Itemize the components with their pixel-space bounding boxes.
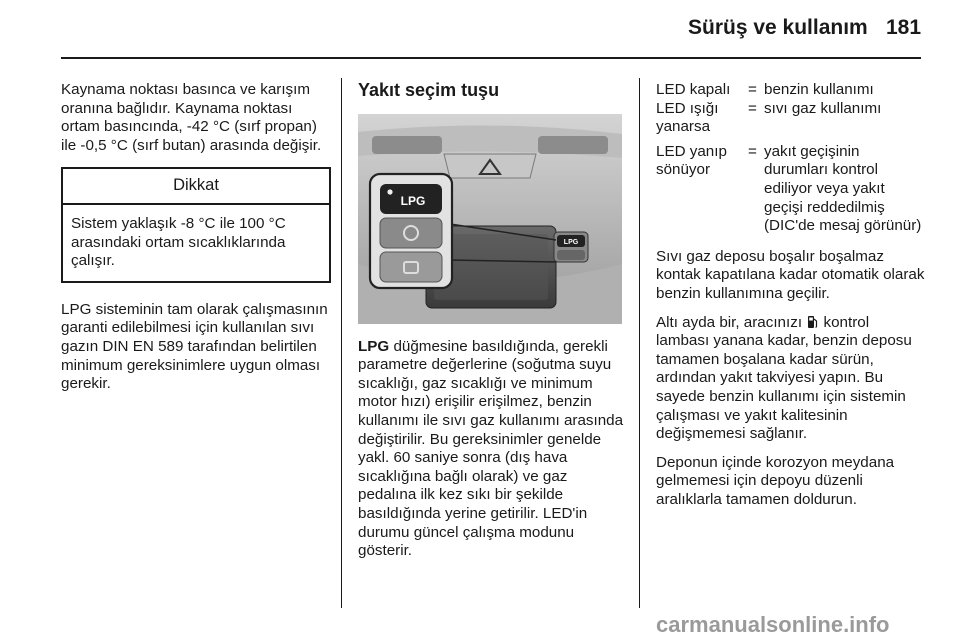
six-month-text-end: kontrol lambası yanana kadar, benzin deposu tamamen boşalana kadar sürün, ardından yakıt takviyesi yapın. Bu sayede benzin kullanımı için sistemin çalışması ve yakıt kalitesinin değişmemesi sağlanır. <box>656 313 912 443</box>
boiling-point-paragraph: Kaynama noktası basınca ve karışım oranına bağlıdır. Kaynama noktası ortam basıncında, -42 °C (sırf propan) ile -0,5 °C (sırf butan) arasında değişir. <box>61 81 322 154</box>
lpg-button-label: LPG <box>400 193 426 208</box>
column-divider-2 <box>639 78 640 608</box>
led-row-flashing <box>656 137 926 236</box>
led-status-table <box>656 81 926 236</box>
six-month-text-start: Altı ayda bir, aracınızı <box>656 313 807 331</box>
led-row-off <box>656 81 926 100</box>
notice-body: Sistem yaklaşık -8 °C ile 100 °C arasındaki ortam sıcaklıklarında çalışır. <box>71 214 286 270</box>
equals-sign: = <box>748 81 757 98</box>
watermark: carmanualsonline.info <box>656 612 890 637</box>
small-lpg-label: LPG <box>563 238 579 246</box>
tank-empty-paragraph: Sıvı gaz deposu boşalır boşalmaz kontak kapatılana kadar otomatik olarak benzin kullanımına geçilir. <box>656 247 925 302</box>
notice-title: Dikkat <box>63 169 329 205</box>
page-number: 181 <box>886 16 922 39</box>
six-month-paragraph <box>656 314 926 444</box>
led-meaning: sıvı gaz kullanımı <box>764 99 882 117</box>
led-state: LED yanıp sönüyor <box>656 142 727 179</box>
equals-sign: = <box>748 99 757 117</box>
led-icon <box>387 189 392 194</box>
led-state: LED ışığı yanarsa <box>656 99 719 136</box>
header-rule <box>61 57 921 59</box>
fuel-pump-icon <box>807 315 818 329</box>
led-meaning: yakıt geçişinin durumları kontrol ediliyor veya yakıt geçişi reddedilmiş (DIC'de mesaj görünür) <box>764 142 922 235</box>
equals-sign: = <box>748 142 757 160</box>
lpg-requirements-paragraph: LPG sisteminin tam olarak çalışmasının garanti edilebilmesi için kullanılan sıvı gazın DIN EN 589 tarafından belirtilen minimum gereksinimlere uygun olması gerekir. <box>61 300 328 393</box>
led-meaning: benzin kullanımı <box>764 81 874 98</box>
lpg-button-paragraph <box>358 338 626 561</box>
column-2 <box>358 81 626 571</box>
column-3 <box>656 81 926 519</box>
dashboard-illustration <box>358 114 622 324</box>
column-divider-1 <box>341 78 342 608</box>
section-title: Yakıt seçim tuşu <box>358 80 500 100</box>
led-state: LED kapalı <box>656 81 731 98</box>
notice-box <box>61 167 331 282</box>
led-row-on <box>656 100 926 137</box>
corrosion-paragraph: Deponun içinde korozyon meydana gelmemesi için depoyu düzenli aralıklarla tamamen doldurun. <box>656 453 895 508</box>
running-header-title: Sürüş ve kullanım <box>688 16 868 39</box>
column-1 <box>61 81 331 404</box>
lpg-keyword: LPG <box>358 337 390 355</box>
lpg-button-text: düğmesine basıldığında, gerekli parametre değerlerine (soğutma suyu sıcaklığı, gaz sıcaklığı ve minimum motor hızı) erişilir erişilmez, benzin kullanımı ile sıvı gaz kullanımı arasında değiştirilir. Bu gereksinimler genelde yakl. 60 saniye sonra (dış hava sıcaklığına bağlı olarak) ve gaz pedalına ilk kez sıkı bir şekilde basıldığında yerine getirilir. LED'in durumu güncel çalışma modunu gösterir. <box>358 337 624 560</box>
